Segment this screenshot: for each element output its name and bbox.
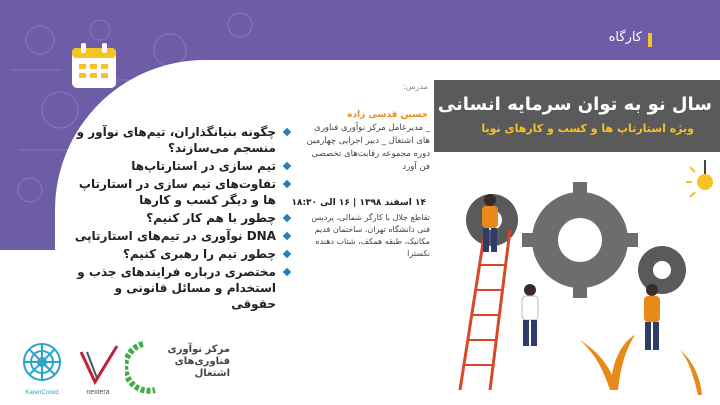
list-item: تفاوت‌های تیم سازی در استارتاپ ها و دیگر کسب و کارها (70, 176, 290, 208)
bullet-icon (283, 180, 291, 188)
nextera-text: nextera (86, 389, 110, 396)
bullet-icon (283, 250, 291, 258)
bullet-icon (283, 162, 291, 170)
list-item: مختصری درباره فرایندهای جذب و استخدام و مسائل قانونی و حقوقی (70, 264, 290, 312)
mentor-description: _ مدیرعامل مرکز نوآوری فناوری های اشتغال _ دبیر اجرایی چهارمین دوره مجموعه رقابت‌های تخصصی فن آورد (306, 123, 430, 172)
topic-list (70, 124, 290, 314)
tag-accent (648, 33, 652, 47)
list-item: تیم سازی در استارتاپ‌ها (70, 158, 290, 174)
list-item: DNA نوآوری در تیم‌های استارتاپی (70, 228, 290, 244)
event-date: ۱۴ اسفند ۱۳۹۸ | ۱۶ الی ۱۸:۳۰ (291, 198, 426, 208)
calendar-icon (70, 40, 118, 90)
karencrowd-logo (18, 340, 66, 400)
nextera-logo (73, 338, 123, 398)
event-title: سال نو به توان سرمایه انسانی (437, 94, 712, 115)
bullet-icon (283, 232, 291, 240)
bullet-icon (283, 128, 291, 136)
teamwork-illustration (430, 160, 720, 405)
list-item: چطور با هم کار کنیم؟ (70, 210, 290, 226)
event-subtitle: ویژه استارتاپ ها و کسب و کارهای نوپا (481, 122, 694, 135)
innovation-center-name: مرکز نوآوری فناوری‌های اشتغال (167, 344, 230, 379)
karencrowd-text: KarenCrowd (25, 390, 59, 396)
list-item: چگونه بنیانگذاران، تیم‌های نوآور و منسجم می‌سازند؟ (70, 124, 290, 156)
list-item: چطور تیم را رهبری کنیم؟ (70, 246, 290, 262)
bullet-icon (283, 268, 291, 276)
event-address: تقاطع جلال با کارگر شمالی، پردیس فنی دانشگاه تهران، ساختمان قدیم مکانیک، طبقه همکف، شتاب دهنده نکسترا (311, 213, 430, 258)
workshop-tag: کارگاه (608, 30, 642, 45)
mentor-label: مدرس: (403, 82, 428, 91)
title-box (434, 80, 720, 152)
mentor-name: حسین قدسی زاده (347, 110, 428, 120)
bullet-icon (283, 214, 291, 222)
